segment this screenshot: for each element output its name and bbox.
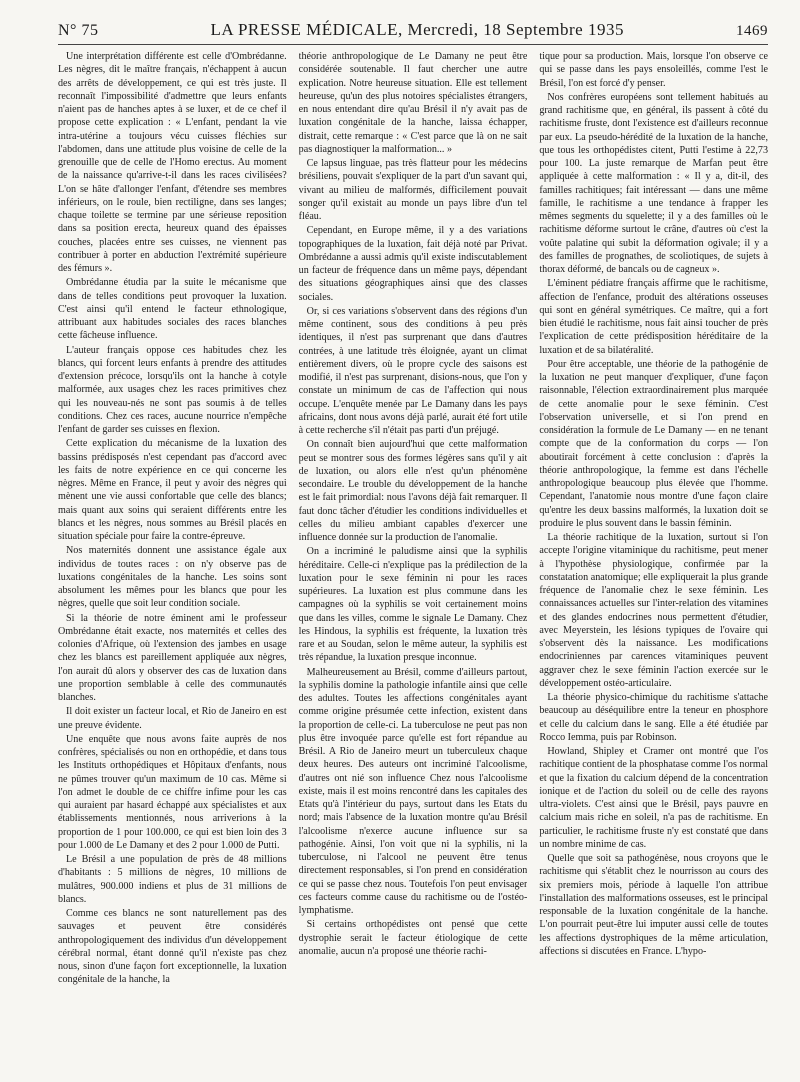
paragraph: L'auteur français oppose ces habitudes chez les blancs, qui forcent leurs enfants à prendre des attitudes d'extension précoce, lorsqu'ils ont la hanche à cotyle malformée, aux usages chez les races primitives chez qui les nouveau-nés ne sont pas soumis à de telles conditions. Chez ces races, aucune nourrice n'empêche l'enfant de garder ses cuisses en flexion. [58, 344, 287, 435]
column-middle [299, 50, 528, 1078]
paragraph: théorie anthropologique de Le Damany ne peut être considérée soutenable. Il faut chercher une autre explication. Notre heureuse situation. Elle est tellement heureuse, qu'un des plus notoires spécialistes étrangers, en nous entendant dire qu'au Brésil il n'y avait pas de luxation congénitale de la hanche, laissa échapper, distrait, cette remarque : « C'est parce que là on ne sait pas diagnostiquer la malformation... » [298, 51, 528, 155]
paragraph: Or, si ces variations s'observent dans des régions d'un même continent, sous des conditions à peu près identiques, il n'est pas surprenant que dans d'autres contrées, à une latitude très éloignée, ayant un climat entièrement divers, où le propre cycle des saisons est modifié, il n'est pas surprenant, disions-nous, que l'on y constate un minimum de cas de l'affection qui nous occupe. L'enquête menée par Le Damany dans les pays africains, dont nous avons déjà parlé, aurait été fort utile à cette recherche s'il n'était pas parti d'un préjugé. [298, 305, 528, 436]
paragraph: La théorie physico-chimique du rachitisme s'attache beaucoup au déséquilibre entre la teneur en phosphore et celle du calcium dans le sang. Elle a été étudiée par Rocco Iemma, puis par Robinson. [539, 692, 769, 743]
paragraph: Si certains orthopédistes ont pensé que cette dystrophie serait le facteur étiologique de cette anomalie, aucun n'a proposé une théorie rachi- [298, 919, 528, 957]
paragraph: Malheureusement au Brésil, comme d'ailleurs partout, la syphilis domine la pathologie infantile ainsi que celle des adultes. Toutes les affections congénitales ayant comme origine présumée cette infection, existent dans la proportion de celle-ci. La tuberculose ne peut pas non plus être invoquée parce qu'elle est fort répandue au Brésil. A Rio de Janeiro meurt un tuberculeux chaque deux heures. Des auteurs ont incriminé l'alcoolisme, d'autres ont nié son influence Chez nous l'alcoolisme existe, mais il est moins rencontré dans les capitales des Etats qu'à l'intérieur du pays, surtout dans les Etats du nord; mais l'absence de la luxation montre qu'au Brésil l'alcoolisme n'exerce aucune influence sur sa pathogénie. Ainsi, l'on voit que ni la syphilis, ni la tuberculose, ni l'alcool ne peuvent être tenus directement responsables, si l'on prend en considération ce qui se passe chez nous. Toutefois l'on peut envisager ces facteurs comme cause du rachitisme ou de l'ostéo-lymphatisme. [298, 666, 528, 916]
paragraph: Il doit exister un facteur local, et Rio de Janeiro en est une preuve évidente. [58, 706, 287, 731]
paragraph: Si la théorie de notre éminent ami le professeur Ombrédanne était exacte, nos maternités et celles des colonies d'Afrique, où l'extension des jambes en usage chez les blancs est pareillement appliquée aux nègres, l'on aurait dû alors y observer des cas de luxation dans une proportion semblable à celle des communautés blanches. [58, 612, 287, 703]
paragraph: L'éminent pédiatre français affirme que le rachitisme, affection de l'enfance, produit des altérations osseuses qui sont en général symétriques. Ce maître, qui a fort bien étudié le rachitisme, nous fait ainsi toucher de près l'explication de cette prédisposition héréditaire de la luxation et de sa bilatéralité. [539, 278, 769, 356]
page-header [58, 20, 768, 42]
journal-title: LA PRESSE MÉDICALE, Mercredi, 18 Septembre 1935 [210, 20, 624, 39]
paragraph: On connaît bien aujourd'hui que cette malformation peut se montrer sous des formes légères sans qu'il y ait de luxation, ou alors elle n'est qu'un phénomène secondaire. Le trouble du développement de la hanche est le fait primordial: nous l'avons déjà fait remarquer. Il faut donc tâcher d'étudier les conditions individuelles et celles du milieu ambiant capables d'exercer une influence donnée sur la production de l'anomalie. [298, 439, 528, 543]
paragraph: On a incriminé le paludisme ainsi que la syphilis héréditaire. Celle-ci n'explique pas la prédilection de la luxation pour le sexe féminin ni pour les races supérieures. La luxation est plus commune dans les campagnes où la syphilis se voit certainement moins que dans les villes, comme le signale Le Damany. Chez les Hindous, la syphilis est fréquente, la luxation très rare et au Soudan, selon le même auteur, la syphilis est très répandue, la luxation presque inconnue. [298, 546, 528, 664]
paragraph: Comme ces blancs ne sont naturellement pas des sauvages et peuvent être considérés anthropologiquement des individus d'un développement cérébral normal, étant donné qu'il n'existe pas chez nous, sinon d'une façon fort exceptionnelle, la luxation congénitale de la hanche, la [58, 908, 287, 986]
paragraph: Ombrédanne étudia par la suite le mécanisme que dans de telles conditions peut provoquer la luxation. C'est ainsi qu'il entend le facteur ethnologique, attribuant aux habitudes sociales des races blanches cette fâcheuse influence. [58, 277, 287, 342]
paragraph: Nos maternités donnent une assistance égale aux individus de toutes races : on n'y observe pas de luxations congénitales de la hanche. Les soins sont absolument les mêmes pour les blancs que pour les nègres, quelle que soit leur condition sociale. [58, 545, 287, 610]
paragraph: Howland, Shipley et Cramer ont montré que l'os rachitique contient de la phosphatase comme l'os normal et que la fixation du calcium dépend de la concentration ionique et de l'action du soleil ou de celle des rayons ultra-violets. C'est ainsi que le Brésil, pays pauvre en calcium mais riche en soleil, n'a pas de rachitisme. En particulier, le rachitisme fruste n'y est constaté que dans un nombre minime de cas. [539, 746, 769, 850]
paragraph: Cependant, en Europe même, il y a des variations topographiques de la luxation, fait déjà noté par Privat. Ombrédanne a aussi admis qu'il existe indiscutablement un facteur de fréquence dans un même pays, dépendant des situations géographiques ainsi que des classes sociales. [298, 225, 528, 303]
column-left [58, 50, 287, 1078]
paragraph: Une enquête que nous avons faite auprès de nos confrères, spécialisés ou non en orthopédie, et dans tous les Instituts orthopédiques et Hôpitaux d'enfants, nous ne pûmes trouver qu'un maximum de 10 cas. Même si l'on admet le double de ce chiffre infime pour les cas qui auraient par hasard échappé aux spécialistes et aux établissements mentionnés, nous arriverions à la proportion de 1 pour 100.000, ce qui est bien loin des 3 pour 1.000 de Le Damany et des 2 pour 1.000 de Putti. [58, 733, 287, 851]
paragraph: Nos confrères européens sont tellement habitués au grand rachitisme que, en général, ils passent à côté du rachitisme fruste, dont l'existence est d'ailleurs reconnue par eux. La pseudo-hérédité de la luxation de la hanche, que tous les orthopédistes citent, Putti l'estime à 22,73 pour 100. La juste remarque de Marfan peut être appliquée à cette malformation : « Il y a, dit-il, des familles rachitiques; fait intéressant — dans une même famille, le rachitisme a une tendance à frapper les mêmes segments du squelette; il y a des familles où le rachitisme déforme surtout le crâne, d'autres où c'est la voûte palatine qui subit la déformation ogivale; il y a des familles de prognathes, de scoliotiques, de sujets à thorax déformé, de bancals ou de cagneux ». [539, 91, 769, 275]
paragraph: Cette explication du mécanisme de la luxation des bassins prédisposés n'est cependant pas d'accord avec les faits de notre expérience en ce qui concerne les nègres. Même en France, il peut y avoir des nègres qui mènent une vie aussi confortable que celle des blancs; mais quant aux soins qui seraient différents entre les blancs et les nègres, nous sommes au Brésil placés en situation spéciale pour faire la contre-épreuve. [58, 438, 287, 542]
paragraph: Quelle que soit sa pathogénèse, nous croyons que le rachitisme qui s'établit chez le nourrisson au cours des six premiers mois, période à laquelle l'on attribue l'installation des malformations osseuses, est le principal responsable de la luxation congénitale de la hanche. L'on pourrait peut-être lui imputer aussi celle de toutes les affections dystrophiques de la même articulation, affections si discutées en France. L'hypo- [539, 853, 769, 957]
header-rule [58, 44, 768, 45]
article-body [58, 50, 768, 1078]
paragraph: Pour être acceptable, une théorie de la pathogénie de la luxation ne peut manquer d'expliquer, d'une façon raisonnable, l'élection extraordinairement plus marquée de cette anomalie pour le sexe féminin. C'est l'observation universelle, et si l'on prend en considération la formule de Le Damany — en ne tenant compte que de la conformation du corps — l'on aboutirait forcément à cette conclusion : d'après la théorie anthropologique, la femme est dans l'échelle anthropologique beaucoup plus élevée que l'homme. Cependant, l'anatomie nous montre d'une façon claire qu'entre les deux bassins malformés, la luxation doit se produire le plus souvent dans le bassin féminin. [539, 358, 769, 529]
paragraph: La théorie rachitique de la luxation, surtout si l'on accepte l'origine vitaminique du rachitisme, peut mener à l'hypothèse physiologique, confirmée par la constatation anatomique; elle expliquerait la plus grande fréquence de l'anomalie chez le sexe féminin. Les connaissances actuelles sur l'inter-relation des vitamines et des glandes endocrines nous permettent d'étudier, avec Meyerstein, les lésions typiques de l'ovaire qui s'observent dès la naissance. Les modifications endocriniennes par carences vitaminiques peuvent aggraver chez le sexe féminin l'action exercée sur le développement ostéo-articulaire. [539, 532, 769, 689]
issue-number: N° 75 [58, 22, 99, 39]
paragraph: Ce lapsus linguae, pas très flatteur pour les médecins brésiliens, pouvait s'expliquer de la part d'un savant qui, vivant au milieu de malformés, difficilement pouvait songer qu'il existait au monde un pays libre d'un tel fléau. [298, 158, 528, 222]
page-number: 1469 [736, 23, 768, 39]
paragraph: Le Brésil a une population de près de 48 millions d'habitants : 5 millions de nègres, 10 millions de mulâtres, 900.000 indiens et plus de 31 millions de blancs. [58, 854, 287, 905]
column-right [539, 50, 768, 1078]
paragraph: tique pour sa production. Mais, lorsque l'on observe ce qui se passe dans les pays ensoleillés, comme l'est le Brésil, l'on est forcé d'y penser. [539, 51, 769, 89]
paragraph: Une interprétation différente est celle d'Ombrédanne. Les nègres, dit le maître français, n'échappent à aucun des arrêts de développement, ce qui est très juste. Il reconnaît l'impossibilité d'admettre que leurs enfants n'aient pas de hanches aptes à se luxer, et de ce chef il propose cette explication : « L'enfant, pendant la vie intra-utérine a toujours vécu cuisses fléchies sur l'abdomen, dans une attitude plus voisine de celle de la grenouille que de celle de l'Homo erectus. Au moment de la naissance qu'arrive-t-il dans les races civilisées? L'on se hâte d'allonger l'enfant, d'étendre ses membres inférieurs, on le roule, bien rectiligne, dans ses langes; chaque toilette se termine par une sérieuse reposition dans sa position erecta, heureux quand des épaisses couches, placées entre ses cuisses, ne viennent pas contribuer à porter en abduction l'extrémité supérieure des fémurs ». [58, 51, 287, 274]
